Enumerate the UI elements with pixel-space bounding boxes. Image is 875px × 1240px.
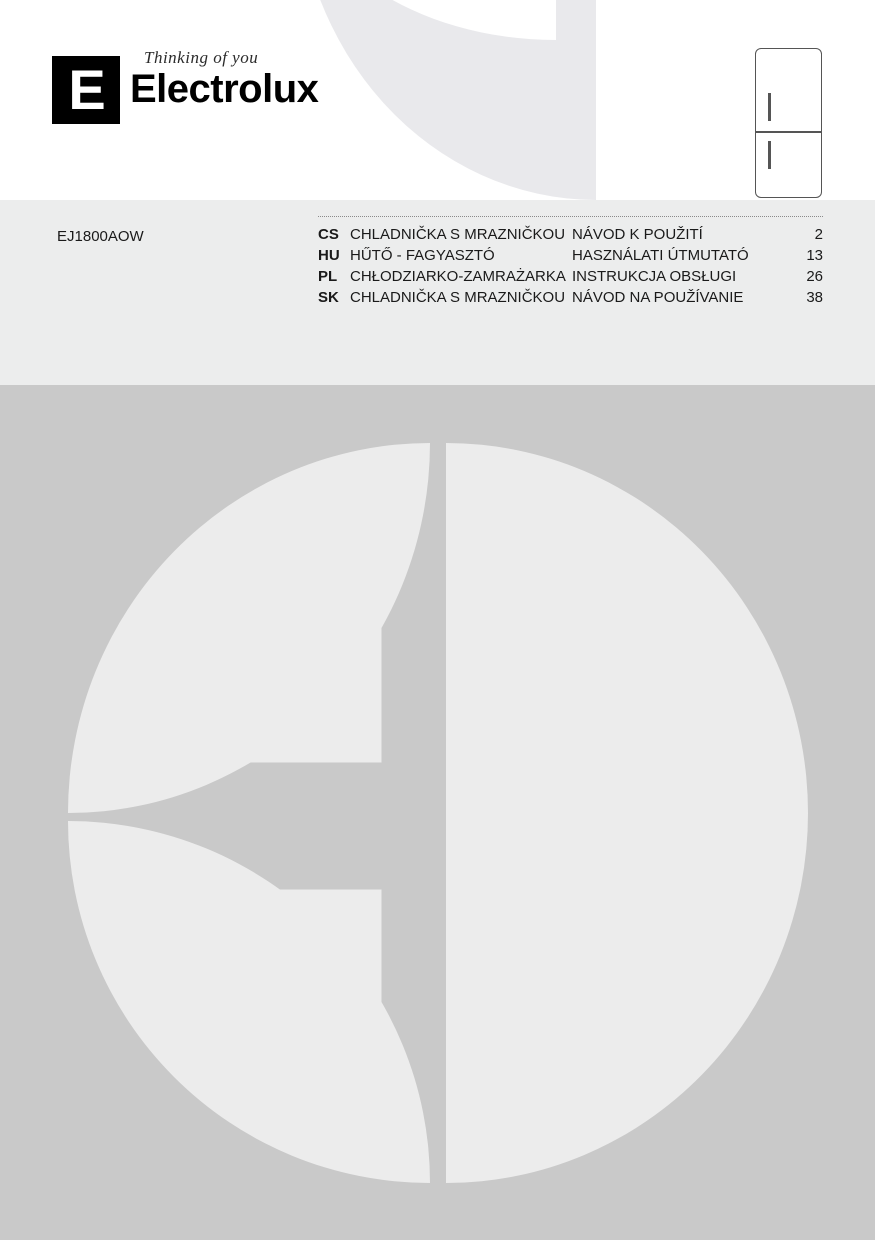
list-item bbox=[318, 267, 823, 286]
list-item bbox=[318, 288, 823, 307]
list-item bbox=[318, 246, 823, 265]
brand-name: Electrolux bbox=[130, 67, 319, 111]
brand-tagline: Thinking of you bbox=[144, 48, 259, 67]
language-code: SK bbox=[318, 289, 339, 306]
product-title: CHLADNIČKA S MRAZNIČKOU bbox=[350, 289, 566, 306]
page-number: 38 bbox=[806, 289, 823, 306]
page-number: 13 bbox=[806, 247, 823, 264]
cover-graphic-petal-right bbox=[446, 443, 808, 1183]
header-band bbox=[0, 0, 875, 200]
page-number: 2 bbox=[814, 226, 823, 243]
contents-divider bbox=[318, 216, 823, 217]
model-number: EJ1800AOW bbox=[57, 228, 144, 245]
language-contents-list bbox=[318, 216, 823, 309]
manual-title: HASZNÁLATI ÚTMUTATÓ bbox=[572, 247, 749, 264]
language-code: HU bbox=[318, 247, 340, 264]
logo-letter: E bbox=[68, 58, 104, 121]
manual-title: INSTRUKCJA OBSŁUGI bbox=[572, 268, 737, 285]
cover-graphic-petal-upper-left bbox=[68, 443, 430, 813]
product-title: CHŁODZIARKO-ZAMRAŻARKA bbox=[350, 268, 566, 285]
product-title: CHLADNIČKA S MRAZNIČKOU bbox=[350, 226, 566, 243]
electrolux-mark-icon bbox=[52, 56, 120, 124]
language-code: CS bbox=[318, 226, 339, 243]
model-and-contents-band bbox=[0, 200, 875, 385]
manual-title: NÁVOD K POUŽITÍ bbox=[572, 226, 703, 243]
fridge-freezer-illustration bbox=[755, 48, 822, 198]
manual-title: NÁVOD NA POUŽÍVANIE bbox=[572, 289, 744, 306]
page-number: 26 bbox=[806, 268, 823, 285]
brand-logo bbox=[52, 48, 318, 124]
fridge-lower-handle bbox=[768, 141, 771, 169]
product-title: HŰTŐ - FAGYASZTÓ bbox=[350, 247, 495, 264]
list-item bbox=[318, 225, 823, 244]
language-code: PL bbox=[318, 268, 338, 285]
fridge-door-divider bbox=[756, 131, 821, 133]
cover-graphic-petal-lower-left bbox=[68, 821, 430, 1183]
brand-text bbox=[130, 48, 318, 112]
cover-graphic bbox=[0, 385, 875, 1240]
fridge-upper-handle bbox=[768, 93, 771, 121]
cover-graphic-disc bbox=[68, 443, 808, 1183]
